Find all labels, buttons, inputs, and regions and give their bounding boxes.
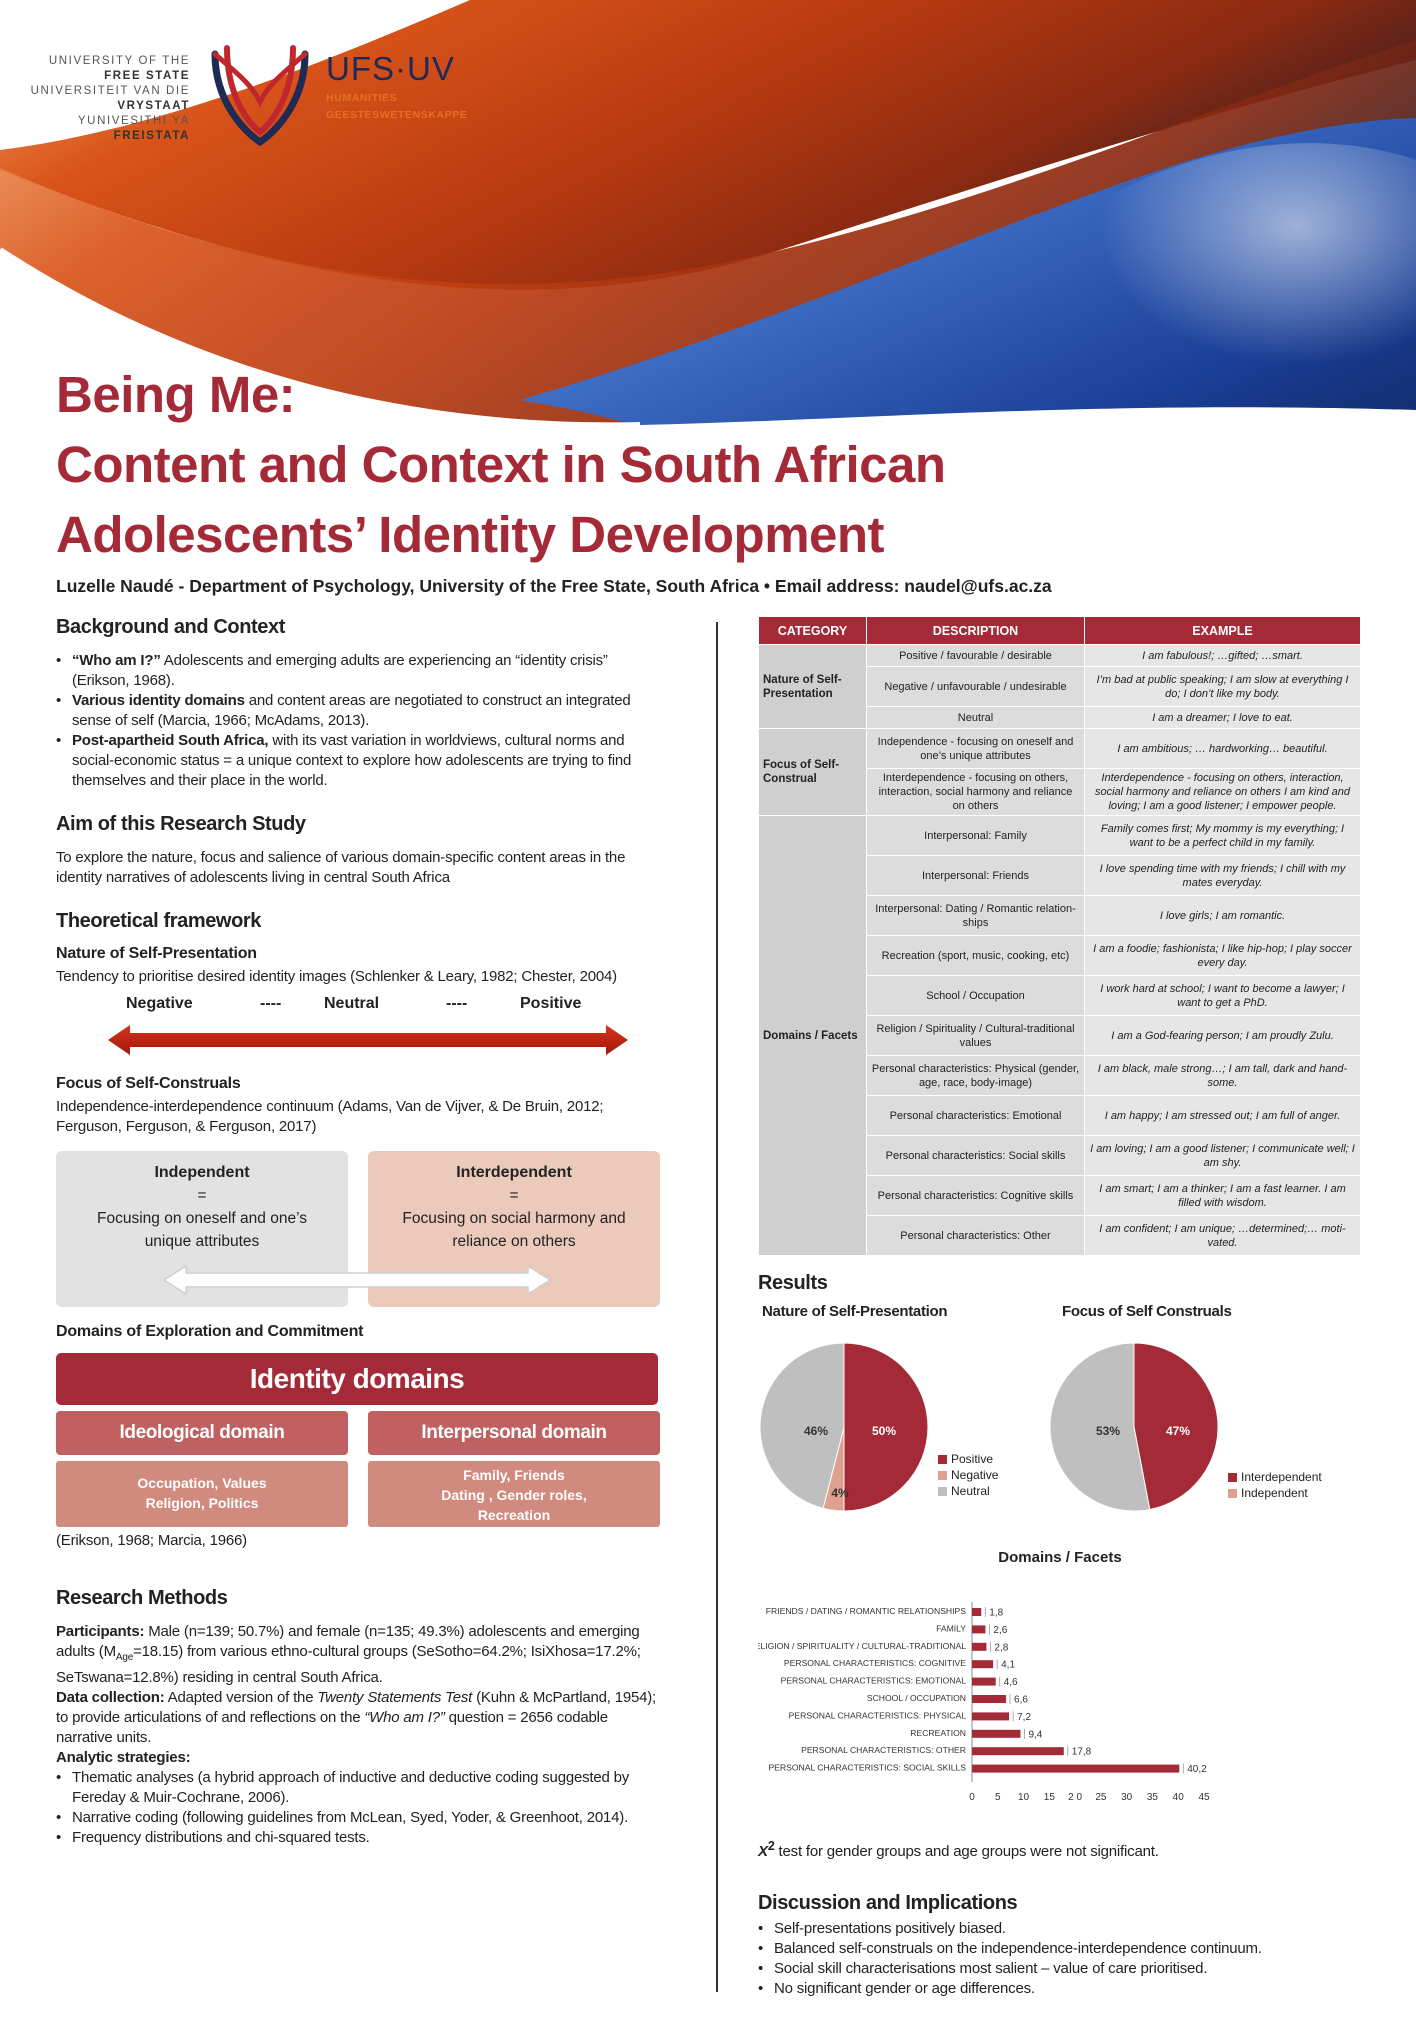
example-cell: I’m bad at public speaking; I am slow at everything I do; I don’t like my body. — [1085, 667, 1361, 707]
tick-label: 0 — [969, 1792, 975, 1803]
legend-swatch — [938, 1471, 947, 1480]
example-cell: I love spending time with my friends; I chill with my mates everyday. — [1085, 856, 1361, 896]
pie-label: 53% — [1095, 1424, 1121, 1438]
example-cell: I am confident; I am unique; …determined;… moti-vated. — [1085, 1216, 1361, 1256]
faculty-line: GEESTESWETENSKAPPE — [326, 109, 468, 121]
discussion-section — [758, 1892, 1362, 1999]
university-line: FREE STATE — [104, 70, 190, 82]
box-line: reliance on others — [452, 1233, 576, 1250]
italic-text: Twenty Statements Test — [317, 1689, 473, 1706]
faculty-line: HUMANITIES — [326, 92, 398, 104]
value-label: 40,2 — [1187, 1764, 1207, 1776]
subheading: Focus of Self-Construals — [56, 1075, 241, 1092]
table-header: EXAMPLE — [1085, 617, 1361, 645]
scale-dash: ---- — [260, 995, 282, 1012]
methods-section — [56, 1587, 668, 1848]
bold-text: Analytic strategies: — [56, 1749, 191, 1766]
domain-items-row — [56, 1461, 668, 1527]
section-heading: Research Methods — [56, 1587, 228, 1609]
description-cell: Interpersonal: Friends — [867, 856, 1085, 896]
description-cell: Interdependence - focusing on others, interaction, social harmony and reliance on others — [867, 769, 1085, 816]
list-item: • Self-presentations positively biased. — [758, 1919, 1362, 1939]
author-line: Luzelle Naudé - Department of Psychology, University of the Free State, South Africa • Email address: naudel@ufs.ac.za — [56, 576, 1052, 596]
university-line: FREISTATA — [113, 130, 190, 142]
list-item: • Thematic analyses (a hybrid approach of inductive and deductive coding suggested by Fereday & Muir-Cochrane, 2006). — [56, 1768, 668, 1808]
example-cell: I am smart; I am a thinker; I am a fast learner. I am filled with wisdom. — [1085, 1176, 1361, 1216]
list-item: • Narrative coding (following guidelines from McLean, Syed, Yoder, & Greenhoot, 2014). — [56, 1808, 668, 1828]
scale-label-neutral: Neutral — [324, 995, 380, 1012]
background-section — [56, 616, 668, 791]
legend-swatch — [938, 1455, 947, 1464]
tick-label: 45 — [1198, 1792, 1210, 1803]
section-heading: Aim of this Research Study — [56, 813, 306, 835]
bar — [972, 1695, 1006, 1703]
table-header: CATEGORY — [759, 617, 867, 645]
interpersonal-items — [368, 1461, 660, 1527]
list-item — [56, 691, 668, 731]
legend-item — [938, 1483, 998, 1499]
category-label: FRIENDS / DATING / ROMANTIC RELATIONSHIPS — [765, 1606, 966, 1616]
category-cell: Nature of Self- Presentation — [759, 645, 867, 729]
pie-label: 47% — [1165, 1424, 1191, 1438]
framework-section — [56, 910, 668, 1551]
example-cell: Interdependence - focusing on others, interaction, social harmony and reliance on others I am kind and loving; I am a good listener; I empower people. — [1085, 769, 1361, 816]
list-item: • No significant gender or age differences. — [758, 1979, 1362, 1999]
subscript: Age — [115, 1652, 134, 1663]
right-column — [758, 616, 1362, 1999]
text: Adapted version of the — [164, 1689, 318, 1706]
legend-label: Neutral — [951, 1484, 990, 1498]
bold-text: “Who am I?” — [72, 652, 161, 669]
description-cell: Negative / unfavourable / undesirable — [867, 667, 1085, 707]
scale-dash: ---- — [446, 995, 468, 1012]
legend-swatch — [938, 1487, 947, 1496]
category-label: PERSONAL CHARACTERISTICS: PHYSICAL — [788, 1710, 966, 1721]
value-label: 2,8 — [994, 1642, 1009, 1654]
university-line: UNIVERSITY OF THE — [48, 55, 190, 67]
list-item: • Frequency distributions and chi-squared tests. — [56, 1828, 668, 1848]
table-body — [759, 645, 1361, 1256]
value-label: 4,6 — [1003, 1677, 1018, 1689]
category-label: SCHOOL / OCCUPATION — [866, 1693, 966, 1703]
example-cell: I work hard at school; I want to become a lawyer; I want to get a PhD. — [1085, 976, 1361, 1016]
example-cell: I am black, male strong…; I am tall, dark and hand-some. — [1085, 1056, 1361, 1096]
pie-label: 50% — [871, 1424, 897, 1438]
ideological-items — [56, 1461, 348, 1527]
chart-title: Focus of Self Construals — [1062, 1303, 1232, 1320]
bullet-text: Adolescents and emerging adults are experiencing an “identity crisis” (Erikson, 1968). — [72, 652, 608, 689]
text: (Kuhn & McPartland, 1954); to provide articulations of and reflections on the — [56, 1689, 657, 1726]
bar — [972, 1747, 1064, 1755]
category-label: RECREATION — [910, 1727, 966, 1738]
title-line: Content and Context in South African — [56, 436, 946, 493]
box-line: Focusing on oneself and one’s — [97, 1210, 307, 1227]
identity-domains-header: Identity domains — [56, 1353, 658, 1405]
list-item — [56, 731, 668, 791]
text: question = 2656 codable narrative units. — [56, 1709, 608, 1746]
legend-item — [938, 1451, 998, 1467]
university-line: VRYSTAAT — [117, 100, 190, 112]
category-label: FAMILY — [936, 1623, 966, 1634]
poster-title — [56, 360, 946, 570]
left-column — [56, 616, 668, 1848]
tick-label: 10 — [1017, 1792, 1030, 1803]
description-cell: Personal characteristics: Other — [867, 1216, 1085, 1256]
description-cell: Interpersonal: Family — [867, 816, 1085, 856]
category-cell: Domains / Facets — [759, 816, 867, 1256]
university-line: YUNIVESITHI YA — [77, 115, 190, 127]
bar — [972, 1678, 996, 1686]
description-cell: Neutral — [867, 707, 1085, 729]
legend-label: Independent — [1241, 1486, 1308, 1500]
bar — [972, 1643, 986, 1651]
legend-swatch — [1228, 1473, 1237, 1482]
title-line: Adolescents’ Identity Development — [56, 506, 885, 563]
legend-item — [1228, 1469, 1322, 1485]
example-cell: Family comes first; My mommy is my everything; I want to be a perfect child in my family. — [1085, 816, 1361, 856]
bar — [972, 1625, 985, 1633]
tick-label: 15 — [1043, 1792, 1055, 1803]
bullet-text: and content areas are negotiated to construct an integrated sense of self (Marcia, 1966; McAdams, 2013). — [72, 692, 631, 729]
chart-title: Nature of Self-Presentation — [762, 1303, 948, 1320]
domain-row — [56, 1411, 668, 1455]
description-cell: Positive / favourable / desirable — [867, 645, 1085, 667]
logo-wordmark — [326, 50, 468, 122]
bullet-text: with its vast variation in worldviews, cultural norms and social-economic status = a unique context to explore how adolescents are trying to find themselves and their place in the world. — [72, 732, 632, 789]
bar — [972, 1608, 981, 1616]
example-cell: I am ambitious; … hardworking… beautiful. — [1085, 729, 1361, 769]
text: test for gender groups and age groups were not significant. — [774, 1843, 1159, 1860]
example-cell: I am fabulous!; …gifted; …smart. — [1085, 645, 1361, 667]
description-cell: Personal characteristics: Physical (gender, age, race, body-image) — [867, 1056, 1085, 1096]
chart-legend — [1228, 1469, 1322, 1501]
table-row — [759, 816, 1361, 856]
description-cell: Interpersonal: Dating / Romantic relation-ships — [867, 896, 1085, 936]
box-title: Interdependent — [456, 1164, 572, 1181]
university-name-block — [30, 54, 190, 144]
domain-item: Dating , Gender roles, — [441, 1487, 587, 1503]
list-item: • Social skill characterisations most salient – value of care prioritised. — [758, 1959, 1362, 1979]
bar — [972, 1712, 1009, 1720]
description-cell: Personal characteristics: Social skills — [867, 1136, 1085, 1176]
description-cell: School / Occupation — [867, 976, 1085, 1016]
scale-label-positive: Positive — [520, 995, 582, 1012]
text: =18.15) from various ethno-cultural groups (SeSotho=64.2%; IsiXhosa=17.2%; SeTswana=12.8%) residing in central South Africa. — [56, 1643, 641, 1686]
domain-item: Recreation — [477, 1507, 551, 1523]
description-cell: Religion / Spirituality / Cultural-traditional values — [867, 1016, 1085, 1056]
double-arrow-icon — [108, 1023, 628, 1057]
aim-section — [56, 813, 668, 888]
chi-sup: 2 — [767, 1839, 775, 1853]
bold-text: Various identity domains — [72, 692, 245, 709]
category-cell: Focus of Self-Construal — [759, 729, 867, 816]
bold-text: Post-apartheid South Africa, — [72, 732, 269, 749]
value-label: 17,8 — [1071, 1746, 1092, 1758]
subheading: Domains of Exploration and Commitment — [56, 1323, 364, 1340]
description-cell: Personal characteristics: Emotional — [867, 1096, 1085, 1136]
bold-text: Participants: — [56, 1623, 145, 1640]
scale-label-negative: Negative — [126, 995, 193, 1012]
logo-name: UFS·UV — [326, 50, 455, 87]
box-eq: = — [509, 1187, 519, 1204]
analytic-label — [56, 1748, 668, 1768]
tick-label: 2 0 — [1068, 1792, 1083, 1803]
tick-label: 40 — [1172, 1792, 1184, 1803]
list-item — [56, 651, 668, 691]
list-item: • Balanced self-construals on the independence-interdependence continuum. — [758, 1939, 1362, 1959]
example-cell: I love girls; I am romantic. — [1085, 896, 1361, 936]
section-heading: Discussion and Implications — [758, 1892, 1018, 1914]
bar-chart — [758, 1570, 1362, 1830]
chi-symbol: X — [758, 1843, 768, 1860]
value-label: 2,6 — [993, 1624, 1008, 1636]
domain-item: Religion, Politics — [145, 1495, 259, 1511]
value-label: 9,4 — [1028, 1729, 1043, 1741]
category-label: PERSONAL CHARACTERISTICS: OTHER — [801, 1745, 966, 1756]
pie-chart-svg — [758, 1331, 1362, 1549]
column-divider — [716, 622, 718, 1992]
bar-chart-svg — [758, 1570, 1362, 1830]
interpersonal-domain: Interpersonal domain — [368, 1411, 660, 1455]
italic-text: “Who am I?” — [364, 1709, 445, 1726]
box-eq: = — [197, 1187, 207, 1204]
table-header: DESCRIPTION — [867, 617, 1085, 645]
section-heading: Background and Context — [56, 616, 285, 638]
tick-label: 25 — [1095, 1792, 1107, 1803]
university-line: UNIVERSITEIT VAN DIE — [30, 85, 190, 97]
pie-label: 4% — [831, 1486, 849, 1500]
self-presentation-scale — [56, 995, 668, 1065]
bar — [972, 1765, 1179, 1773]
domain-item: Family, Friends — [463, 1467, 565, 1483]
title-line: Being Me: — [56, 366, 296, 423]
chi-squared-note — [758, 1836, 1362, 1862]
continuum-arrow-icon — [162, 1263, 552, 1297]
bar — [972, 1730, 1020, 1738]
nature-text: Tendency to prioritise desired identity images (Schlenker & Leary, 1982; Chester, 2004) — [56, 968, 617, 985]
pie-label: 46% — [803, 1424, 829, 1438]
legend-label: Negative — [951, 1468, 999, 1482]
table-row — [759, 645, 1361, 667]
tick-label: 5 — [994, 1792, 1001, 1803]
legend-item — [938, 1467, 998, 1483]
ufs-logo-icon — [205, 42, 315, 146]
data-collection-paragraph — [56, 1688, 668, 1748]
description-cell: Independence - focusing on oneself and one’s unique attributes — [867, 729, 1085, 769]
box-line: unique attributes — [144, 1233, 260, 1250]
domain-item: Occupation, Values — [137, 1475, 267, 1491]
example-cell: I am loving; I am a good listener; I communicate well; I am shy. — [1085, 1136, 1361, 1176]
pie-charts — [758, 1303, 1362, 1549]
legend-label: Interdependent — [1241, 1470, 1322, 1484]
tick-label: 35 — [1146, 1792, 1159, 1803]
self-construal-boxes — [56, 1151, 668, 1309]
example-cell: I am a foodie; fashionista; I like hip-hop; I play soccer every day. — [1085, 936, 1361, 976]
bar — [972, 1660, 993, 1668]
value-label: 4,1 — [1001, 1659, 1016, 1671]
legend-item — [1228, 1485, 1322, 1501]
text: Male (n=139; 50.7%) and female (n=135; 49.3%) adolescents and emerging adults (M — [56, 1623, 640, 1660]
table-row — [759, 729, 1361, 769]
legend-swatch — [1228, 1489, 1237, 1498]
participants-paragraph — [56, 1622, 668, 1688]
value-label: 6,6 — [1014, 1694, 1028, 1706]
category-label: PERSONAL CHARACTERISTICS: COGNITIVE — [783, 1658, 966, 1669]
results-heading: Results — [758, 1272, 828, 1294]
description-cell: Recreation (sport, music, cooking, etc) — [867, 936, 1085, 976]
aim-text: To explore the nature, focus and salience of various domain-specific content areas in the identity narratives of adolescents living in central South Africa — [56, 849, 626, 886]
category-table — [758, 616, 1361, 1256]
category-label: PERSONAL CHARACTERISTICS: SOCIAL SKILLS — [768, 1762, 966, 1773]
tick-label: 30 — [1121, 1792, 1133, 1803]
chart-legend — [938, 1451, 998, 1499]
example-cell: I am happy; I am stressed out; I am full of anger. — [1085, 1096, 1361, 1136]
legend-label: Positive — [951, 1452, 994, 1466]
value-label: 7,2 — [1017, 1711, 1032, 1723]
section-heading: Theoretical framework — [56, 910, 262, 932]
category-label: RELIGION / SPIRITUALITY / CULTURAL-TRADITIONAL — [758, 1640, 966, 1651]
category-label: PERSONAL CHARACTERISTICS: EMOTIONAL — [780, 1675, 966, 1686]
box-title: Independent — [154, 1164, 250, 1181]
bold-text: Data collection: — [56, 1689, 165, 1706]
chart-title: Domains / Facets — [998, 1549, 1122, 1566]
example-cell: I am a dreamer; I love to eat. — [1085, 707, 1361, 729]
example-cell: I am a God-fearing person; I am proudly Zulu. — [1085, 1016, 1361, 1056]
ideological-domain: Ideological domain — [56, 1411, 348, 1455]
description-cell: Personal characteristics: Cognitive skills — [867, 1176, 1085, 1216]
value-label: 1,8 — [989, 1607, 1004, 1619]
focus-text: Independence-interdependence continuum (Adams, Van de Vijver, & De Bruin, 2012; Ferguson, Ferguson, & Ferguson, 2017) — [56, 1098, 604, 1135]
box-line: Focusing on social harmony and — [402, 1210, 626, 1227]
subheading: Nature of Self-Presentation — [56, 945, 257, 962]
domains-citation: (Erikson, 1968; Marcia, 1966) — [56, 1532, 247, 1549]
